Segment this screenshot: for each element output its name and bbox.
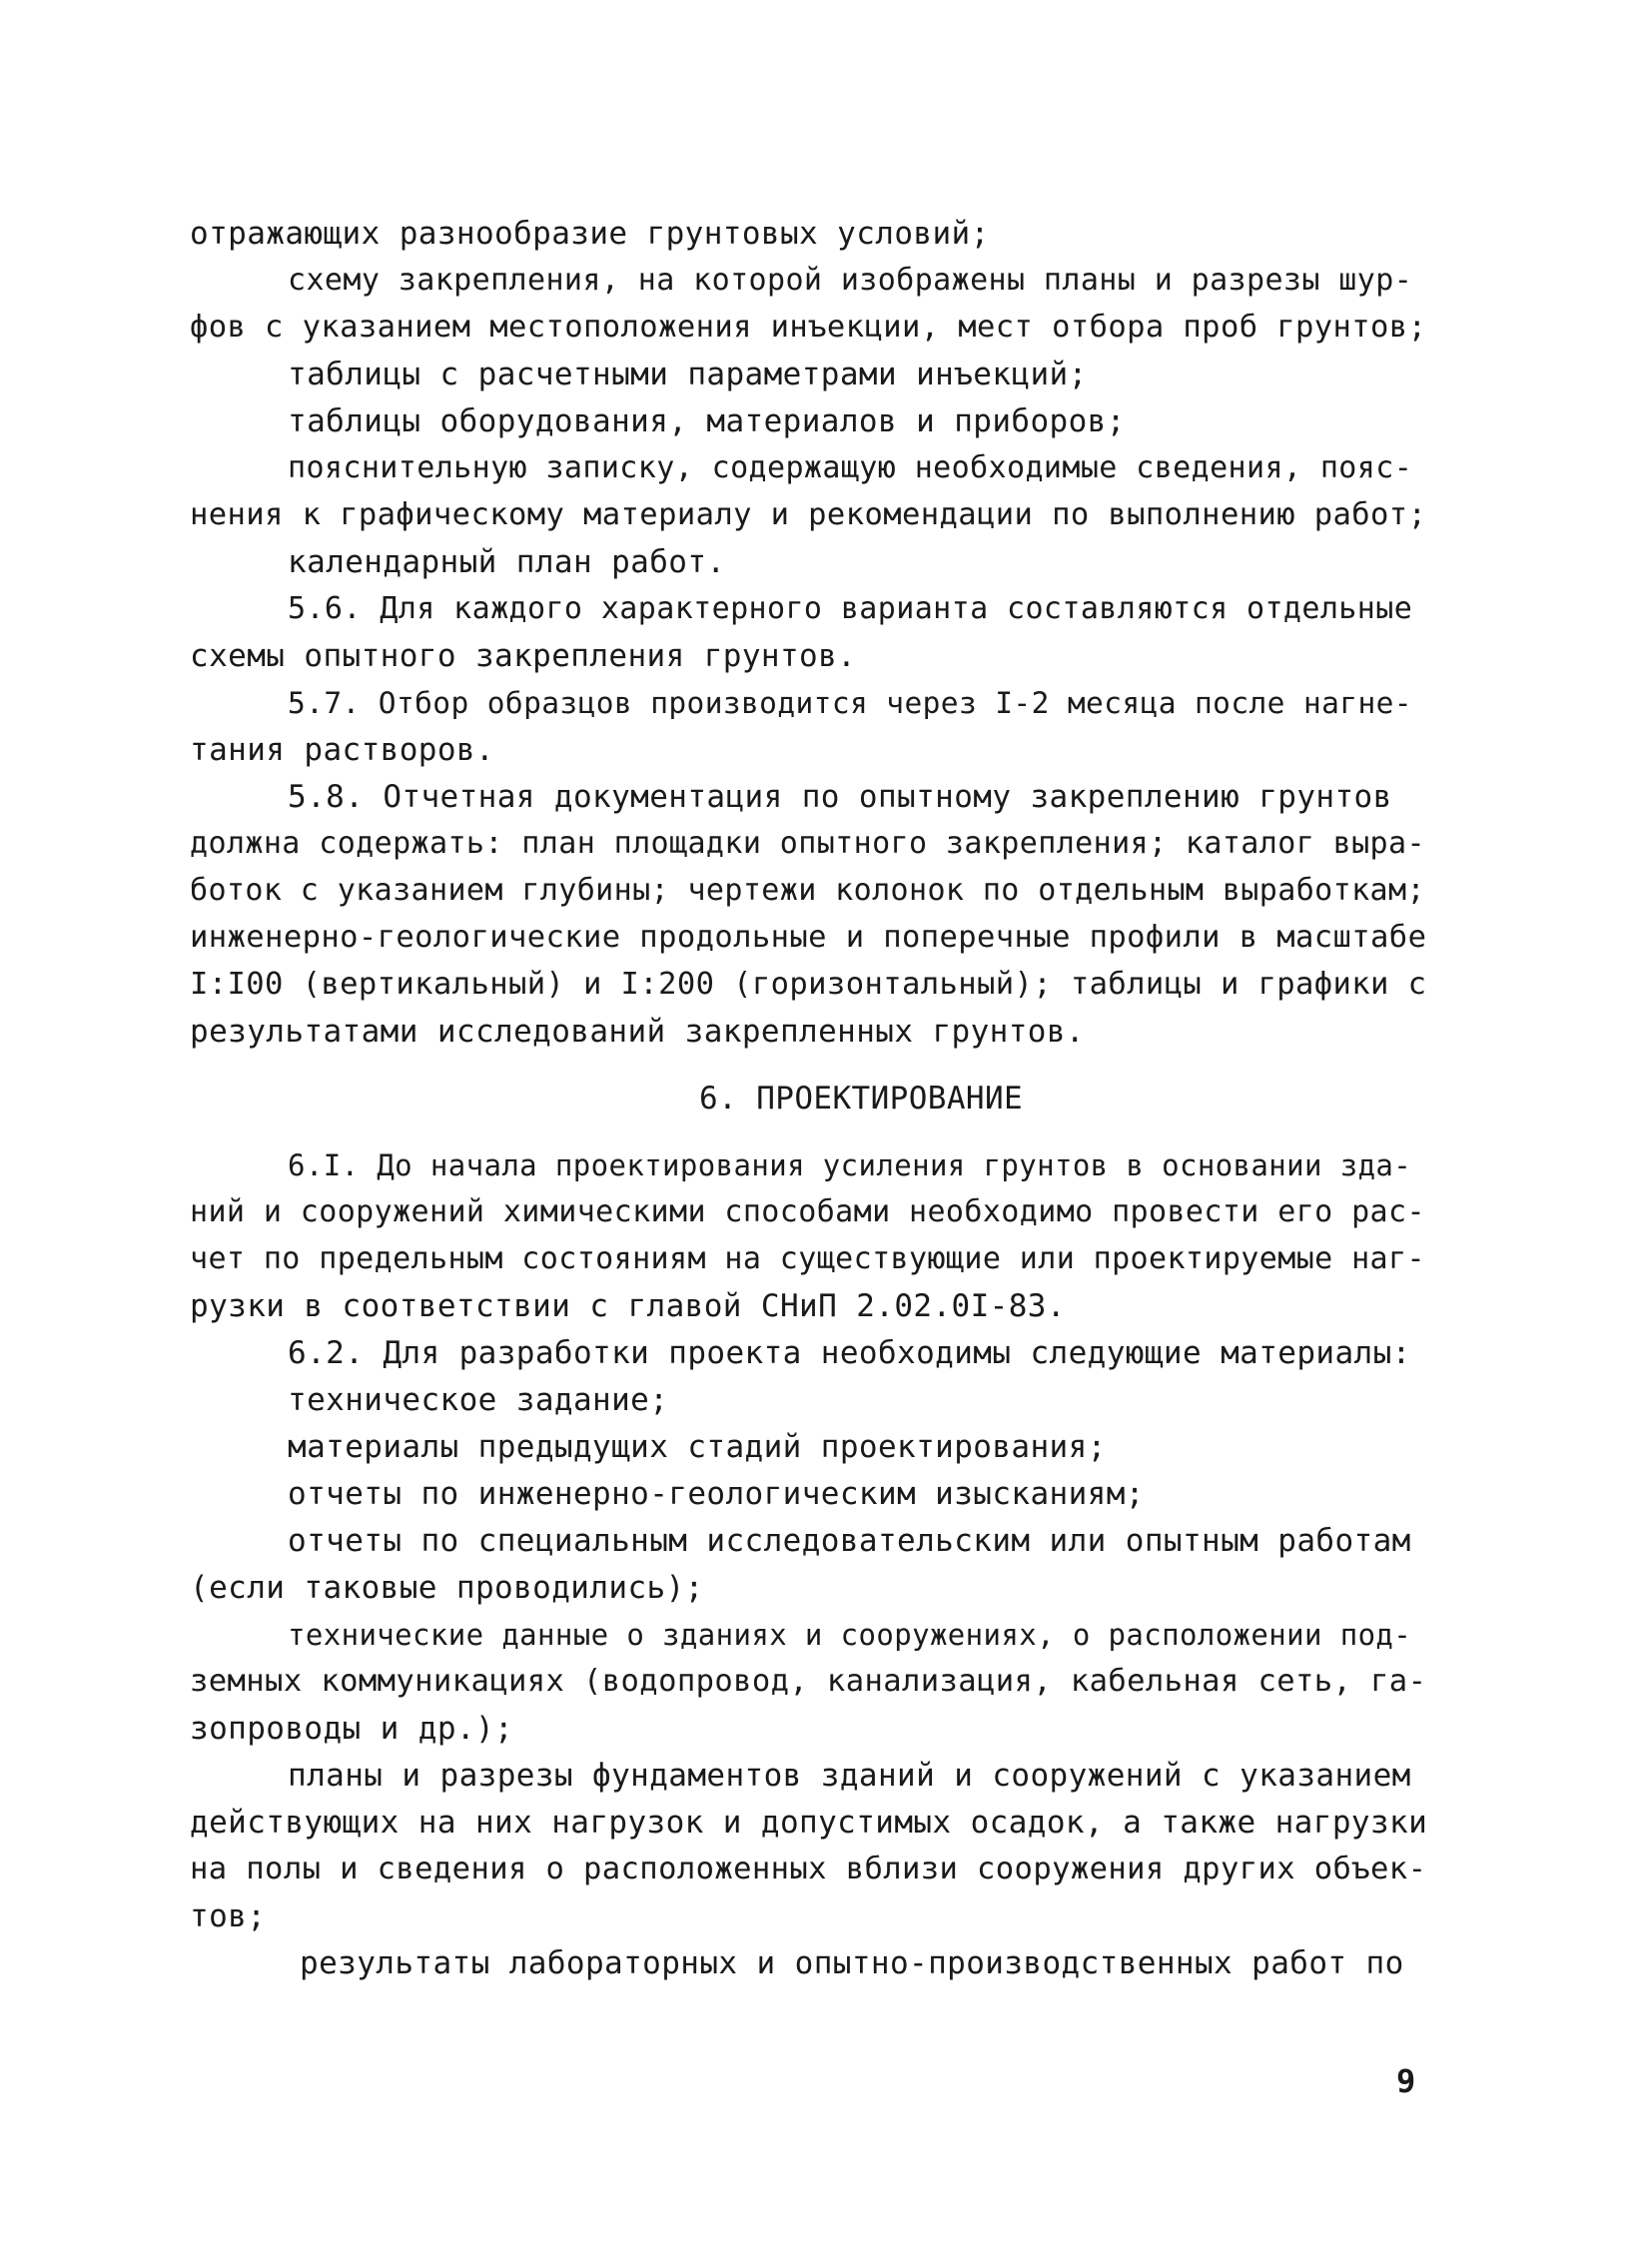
text-line: на полы и сведения о расположенных вблизи сооружения других объек-	[190, 1852, 1427, 1886]
text-line: земных коммуникациях (водопровод, канализация, кабельная сеть, га-	[190, 1664, 1427, 1699]
text-line: чет по предельным состояниям на существующие или проектируемые наг-	[190, 1241, 1425, 1276]
text-line: материалы предыдущих стадий проектирования;	[288, 1429, 1107, 1465]
text-line: таблицы оборудования, материалов и приборов;	[288, 403, 1126, 439]
text-line: отражающих разнообразие грунтовых условий;	[190, 216, 990, 252]
text-line: рузки в соответствии с главой СНиП 2.02.0I-83.	[190, 1288, 1066, 1324]
text-line: тов;	[190, 1898, 267, 1934]
text-line: боток с указанием глубины; чертежи колонок по отдельным выработкам;	[190, 873, 1425, 908]
text-line: должна содержать: план площадки опытного закрепления; каталог выра-	[190, 826, 1425, 861]
text-line: схему закрепления, на которой изображены планы и разрезы шур-	[288, 263, 1413, 298]
text-line: календарный план работ.	[288, 544, 726, 580]
text-line: действующих на них нагрузок и допустимых осадок, а также нагрузки	[190, 1805, 1428, 1841]
text-line: техническое задание;	[288, 1382, 669, 1418]
text-line: 5.8. Отчетная документация по опытному закреплению грунтов	[288, 779, 1392, 815]
text-line: инженерно-геологические продольные и поперечные профили в масштабе	[190, 920, 1427, 955]
text-line: отчеты по специальным исследовательским или опытным работам	[288, 1523, 1411, 1559]
text-line: планы и разрезы фундаментов зданий и сооружений с указанием	[288, 1758, 1411, 1794]
text-line: фов с указанием местоположения инъекции, мест отбора проб грунтов;	[190, 310, 1427, 345]
text-line: 6.I. До начала проектирования усиления грунтов в основании зда-	[288, 1148, 1412, 1182]
text-line: тания растворов.	[190, 732, 495, 768]
text-line: зопроводы и др.);	[190, 1711, 514, 1747]
text-line: результатами исследований закрепленных грунтов.	[190, 1014, 1085, 1050]
section-heading: 6. ПРОЕКТИРОВАНИЕ	[699, 1081, 1024, 1117]
text-line: пояснительную записку, содержащую необходимые сведения, пояс-	[288, 450, 1413, 485]
text-line: (если таковые проводились);	[190, 1570, 704, 1606]
text-line: результаты лабораторных и опытно-производственных работ по	[300, 1945, 1404, 1981]
text-line: технические данные о зданиях и сооружениях, о расположении под-	[288, 1618, 1412, 1652]
text-line: 6.2. Для разработки проекта необходимы следующие материалы:	[288, 1335, 1411, 1371]
text-line: 5.6. Для каждого характерного варианта составляются отдельные	[288, 591, 1413, 626]
text-line: отчеты по инженерно-геологическим изысканиям;	[288, 1476, 1145, 1512]
text-line: нения к графическому материалу и рекомендации по выполнению работ;	[190, 497, 1427, 532]
text-line: схемы опытного закрепления грунтов.	[190, 638, 857, 674]
page-number: 9	[1396, 2062, 1416, 2100]
text-line: 5.7. Отбор образцов производится через I-2 месяца после нагне-	[288, 686, 1412, 720]
text-line: таблицы с расчетными параметрами инъекций;	[288, 357, 1088, 392]
text-line: I:I00 (вертикальный) и I:200 (горизонтальный); таблицы и графики с	[190, 967, 1427, 1002]
text-line: ний и сооружений химическими способами необходимо провести его рас-	[190, 1194, 1425, 1229]
